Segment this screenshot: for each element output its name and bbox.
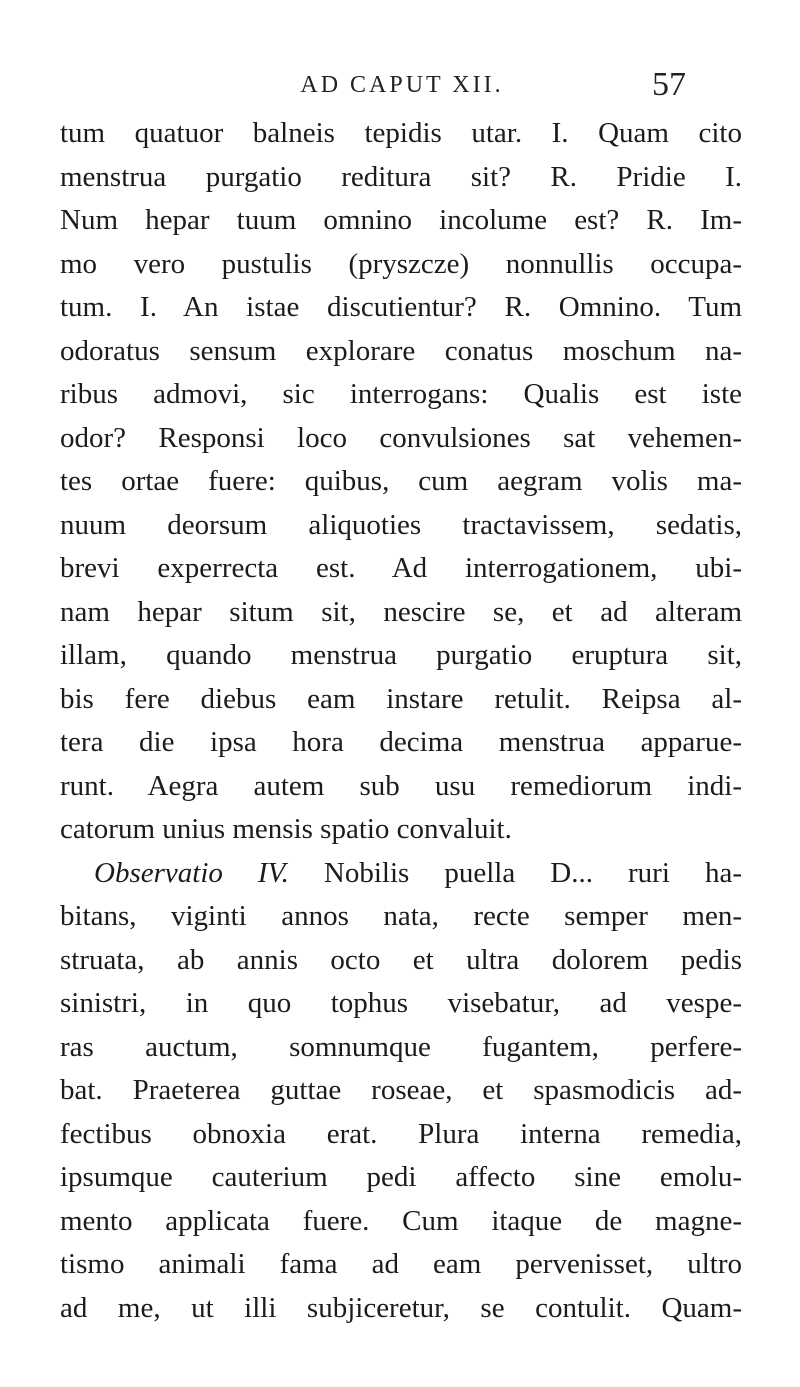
text-line: menstrua purgatio reditura sit? R. Pridie I. (60, 160, 742, 193)
running-head: AD CAPUT XII. (300, 72, 504, 98)
text-line: tismo animali fama ad eam pervenisset, ultro (60, 1248, 742, 1280)
text-line: brevi experrecta est. Ad interrogationem, ubi- (60, 552, 742, 584)
page-number: 57 (652, 66, 686, 103)
text-line: runt. Aegra autem sub usu remediorum indi- (60, 769, 742, 802)
text-line: ras auctum, somnumque fugantem, perfere- (60, 1030, 742, 1063)
text-line: tum. I. An istae discutientur? R. Omnino. Tum (60, 291, 742, 323)
observation-heading-line (60, 852, 742, 896)
text-line: ribus admovi, sic interrogans: Qualis est iste (60, 378, 742, 410)
text-line: nam hepar situm sit, nescire se, et ad alteram (60, 595, 742, 628)
text-line: catorum unius mensis spatio convaluit. (60, 813, 512, 845)
text-line: bat. Praeterea guttae roseae, et spasmodicis ad- (60, 1074, 742, 1106)
text-line: Num hepar tuum omnino incolume est? R. Im- (60, 204, 742, 236)
text-line: bitans, viginti annos nata, recte semper men- (60, 900, 742, 932)
text-line: struata, ab annis octo et ultra dolorem pedis (60, 943, 742, 976)
text-line: tes ortae fuere: quibus, cum aegram volis ma- (60, 465, 742, 497)
text-span: Nobilis puella D... ruri ha- (323, 856, 742, 889)
text-line: odor? Responsi loco convulsiones sat vehemen- (60, 421, 742, 454)
text-line: mento applicata fuere. Cum itaque de magne- (60, 1204, 742, 1237)
text-line: tum quatuor balneis tepidis utar. I. Quam cito (60, 117, 742, 149)
text-line: tera die ipsa hora decima menstrua apparue- (60, 726, 742, 758)
text-line: ad me, ut illi subjiceretur, se contulit. Quam- (60, 1291, 742, 1324)
text-line: illam, quando menstrua purgatio eruptura sit, (60, 639, 742, 671)
text-line: sinistri, in quo tophus visebatur, ad vespe- (60, 987, 742, 1019)
body-text (60, 112, 742, 1330)
text-line: bis fere diebus eam instare retulit. Reipsa al- (60, 682, 742, 715)
text-line: nuum deorsum aliquoties tractavissem, sedatis, (60, 508, 742, 541)
text-line: fectibus obnoxia erat. Plura interna remedia, (60, 1117, 742, 1150)
observation-title: Observatio IV. (94, 856, 289, 889)
text-line: odoratus sensum explorare conatus moschum na- (60, 334, 742, 367)
text-line: mo vero pustulis (pryszcze) nonnullis occupa- (60, 247, 742, 280)
text-line: ipsumque cauterium pedi affecto sine emolu- (60, 1161, 742, 1193)
